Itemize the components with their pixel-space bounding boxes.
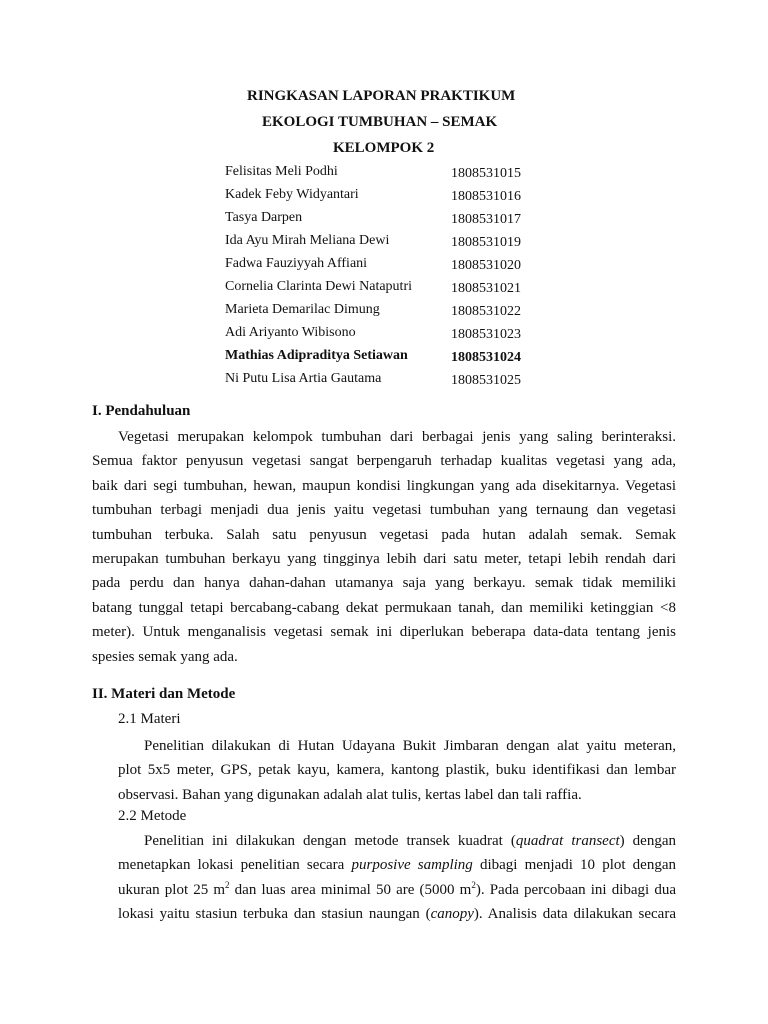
member-name: Marieta Demarilac Dimung (225, 302, 380, 317)
member-row (225, 255, 545, 278)
member-row (225, 232, 545, 255)
paragraph-line: tumbuhan terbuka. Salah satu penyusun vegetasi pada hutan adalah semak. Semak (92, 526, 676, 543)
paragraph-line (118, 902, 676, 926)
paragraph-line-text: Vegetasi merupakan kelompok tumbuhan dari berbagai jenis yang saling berinteraksi. (118, 429, 676, 445)
member-row (225, 370, 545, 393)
report-title: RINGKASAN LAPORAN PRAKTIKUM (247, 88, 516, 104)
paragraph-line-text: Penelitian dilakukan di Hutan Udayana Bukit Jimbaran dengan alat yaitu meteran, (144, 738, 676, 754)
section-heading-pendahuluan: I. Pendahuluan (92, 403, 191, 419)
paragraph-line: tumbuhan terbagi menjadi dua jenis yaitu vegetasi tumbuhan yang ternaung dan vegetasi (92, 502, 676, 519)
paragraph-text: ). Pada percobaan ini dibagi dua (475, 881, 677, 898)
member-nim: 1808531015 (451, 166, 521, 181)
member-name: Fadwa Fauziyyah Affiani (225, 256, 368, 271)
paragraph-line: spesies semak yang ada. (92, 648, 238, 665)
paragraph-line (118, 853, 676, 877)
paragraph-line: meter). Untuk menganalisis vegetasi semak ini diperlukan beberapa data-data tentang jenis (92, 624, 676, 641)
paragraph-text: dan luas area minimal 50 are (5000 m (229, 881, 472, 898)
metode-paragraph (118, 829, 676, 927)
member-row (225, 324, 545, 347)
paragraph-line: observasi. Bahan yang digunakan adalah alat tulis, kertas label dan tali raffia. (118, 786, 582, 803)
paragraph-text: lokasi yaitu stasiun terbuka dan stasiun naungan ( (118, 906, 431, 923)
paragraph-line: Semua faktor penyusun vegetasi sangat berpengaruh terhadap kualitas vegetasi yang ada, (92, 453, 676, 470)
member-row (225, 186, 545, 209)
member-nim: 1808531020 (451, 258, 521, 273)
member-nim: 1808531021 (451, 281, 521, 296)
member-name: Mathias Adipraditya Setiawan (225, 348, 408, 363)
member-name: Cornelia Clarinta Dewi Nataputri (225, 279, 412, 294)
member-row (225, 301, 545, 324)
paragraph-line (118, 878, 676, 902)
paragraph-line: merupakan tumbuhan berkayu yang tingginya lebih dari satu meter, tetapi lebih rendah dari (92, 551, 676, 568)
italic-term: purposive sampling (351, 857, 473, 874)
member-nim: 1808531016 (451, 189, 521, 204)
member-nim: 1808531024 (451, 350, 521, 365)
subsection-heading-materi: 2.1 Materi (118, 711, 181, 727)
member-nim: 1808531017 (451, 212, 521, 227)
member-nim: 1808531023 (451, 327, 521, 342)
materi-paragraph (118, 734, 676, 807)
paragraph-text: Penelitian ini dilakukan dengan metode transek kuadrat ( (144, 833, 516, 849)
member-row (225, 209, 545, 232)
paragraph-text: ukuran plot 25 m (118, 881, 226, 898)
italic-term: quadrat transect (515, 833, 620, 849)
paragraph-text: ) dengan (619, 833, 676, 849)
group-label: KELOMPOK 2 (333, 140, 435, 156)
paragraph-line (118, 829, 676, 853)
member-list (225, 163, 545, 393)
paragraph-line: pada perdu dan hanya dahan-dahan utamanya saja yang berkayu. semak tidak memiliki (92, 575, 676, 592)
section-heading-materi-metode: II. Materi dan Metode (92, 686, 236, 702)
report-subtitle: EKOLOGI TUMBUHAN – SEMAK (262, 114, 498, 130)
paragraph-line (92, 425, 676, 449)
paragraph-line: plot 5x5 meter, GPS, petak kayu, kamera, kantong plastik, buku identifikasi dan lembar (118, 762, 676, 779)
italic-term: canopy (430, 906, 474, 923)
member-name: Ida Ayu Mirah Meliana Dewi (225, 233, 390, 248)
superscript: 2 (471, 879, 476, 890)
member-name: Ni Putu Lisa Artia Gautama (225, 371, 382, 386)
member-name: Felisitas Meli Podhi (225, 164, 338, 179)
member-row (225, 163, 545, 186)
paragraph-text: dibagi menjadi 10 plot dengan (472, 857, 676, 874)
superscript: 2 (225, 879, 230, 890)
member-nim: 1808531022 (451, 304, 521, 319)
member-name: Adi Ariyanto Wibisono (225, 325, 356, 340)
paragraph-text: ). Analisis data dilakukan secara (473, 906, 676, 923)
paragraph-line (118, 734, 676, 758)
member-nim: 1808531019 (451, 235, 521, 250)
paragraph-line: batang tunggal tetapi bercabang-cabang dekat permukaan tanah, dan memiliki ketinggian <8 (92, 599, 676, 616)
paragraph-line: baik dari segi tumbuhan, hewan, maupun kondisi lingkungan yang ada disekitarnya. Vegetasi (92, 477, 676, 494)
member-row (225, 278, 545, 301)
member-row (225, 347, 545, 370)
member-nim: 1808531025 (451, 373, 521, 388)
intro-paragraph (92, 425, 676, 669)
subsection-heading-metode: 2.2 Metode (118, 808, 187, 824)
paragraph-text: menetapkan lokasi penelitian secara (118, 857, 352, 874)
member-name: Kadek Feby Widyantari (225, 187, 359, 202)
member-name: Tasya Darpen (225, 210, 303, 225)
